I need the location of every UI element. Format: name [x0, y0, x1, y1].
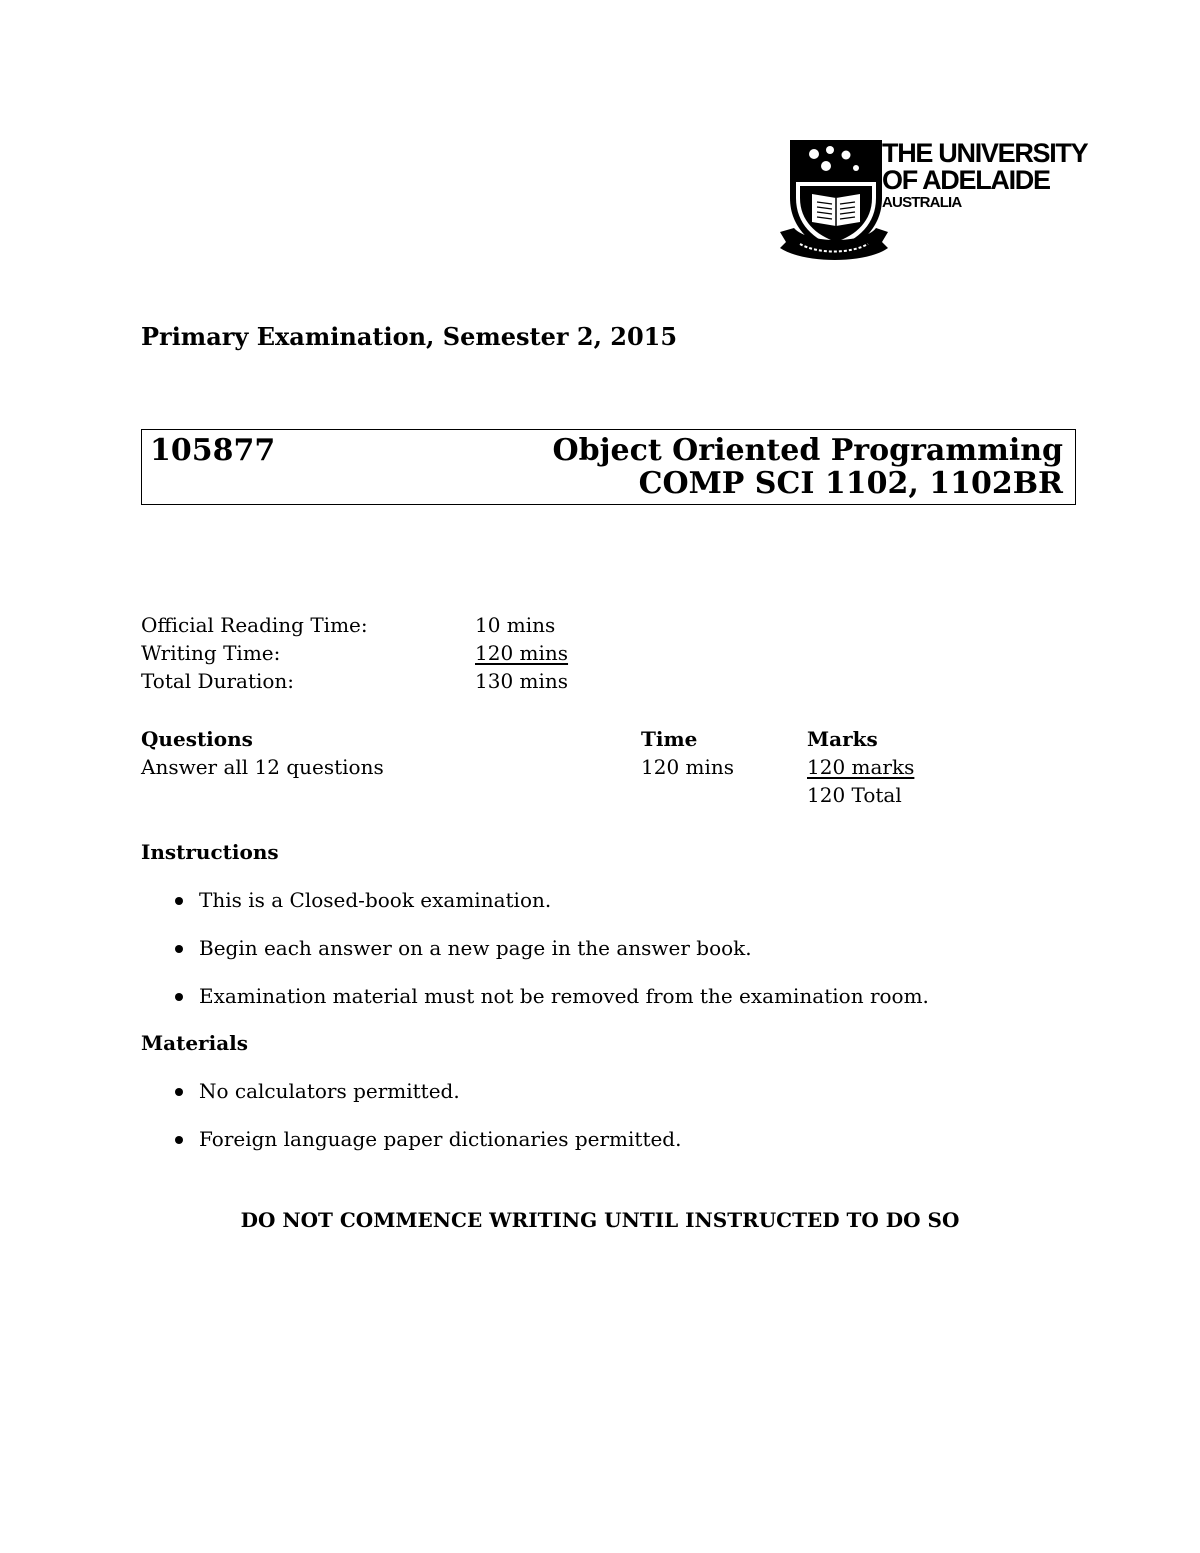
instructions-list — [175, 886, 929, 1010]
total-duration-label: Total Duration: — [141, 669, 295, 693]
marks-total: 120 Total — [807, 783, 902, 807]
material-text: Foreign language paper dictionaries permitted. — [199, 1127, 682, 1151]
university-crest-icon — [778, 136, 890, 268]
course-id: 105877 — [150, 433, 276, 468]
university-wordmark — [882, 140, 1087, 211]
time-cell: 120 mins — [641, 755, 735, 779]
course-box — [141, 429, 1076, 505]
bullet-icon — [175, 1088, 183, 1096]
exam-heading: Primary Examination, Semester 2, 2015 — [141, 322, 678, 351]
material-item — [175, 1125, 681, 1153]
material-item — [175, 1077, 681, 1105]
logo-line-1: THE UNIVERSITY — [882, 138, 1088, 168]
university-logo — [778, 136, 1088, 268]
instruction-item — [175, 886, 929, 914]
bullet-icon — [175, 897, 183, 905]
course-code: COMP SCI 1102, 1102BR — [638, 466, 1063, 501]
questions-header: Questions — [141, 727, 253, 751]
bullet-icon — [175, 1136, 183, 1144]
logo-line-2: OF ADELAIDE — [882, 165, 1050, 195]
time-header: Time — [641, 727, 698, 751]
instruction-text: This is a Closed-book examination. — [199, 888, 552, 912]
marks-cell: 120 marks — [807, 755, 915, 779]
material-text: No calculators permitted. — [199, 1079, 460, 1103]
instruction-text: Examination material must not be removed from the examination room. — [199, 984, 929, 1008]
instructions-heading: Instructions — [141, 840, 279, 864]
bullet-icon — [175, 993, 183, 1001]
instruction-text: Begin each answer on a new page in the answer book. — [199, 936, 752, 960]
total-duration-value: 130 mins — [475, 669, 569, 693]
marks-header: Marks — [807, 727, 878, 751]
materials-list — [175, 1077, 681, 1153]
materials-heading: Materials — [141, 1031, 249, 1055]
instruction-item — [175, 934, 929, 962]
course-name: Object Oriented Programming — [552, 433, 1063, 468]
reading-time-value: 10 mins — [475, 613, 556, 637]
instruction-item — [175, 982, 929, 1010]
writing-time-value: 120 mins — [475, 641, 569, 665]
logo-line-3: AUSTRALIA — [882, 194, 962, 211]
do-not-commence-note: DO NOT COMMENCE WRITING UNTIL INSTRUCTED TO DO SO — [240, 1208, 960, 1232]
writing-time-label: Writing Time: — [141, 641, 281, 665]
reading-time-label: Official Reading Time: — [141, 613, 368, 637]
questions-cell: Answer all 12 questions — [141, 755, 384, 779]
bullet-icon — [175, 945, 183, 953]
